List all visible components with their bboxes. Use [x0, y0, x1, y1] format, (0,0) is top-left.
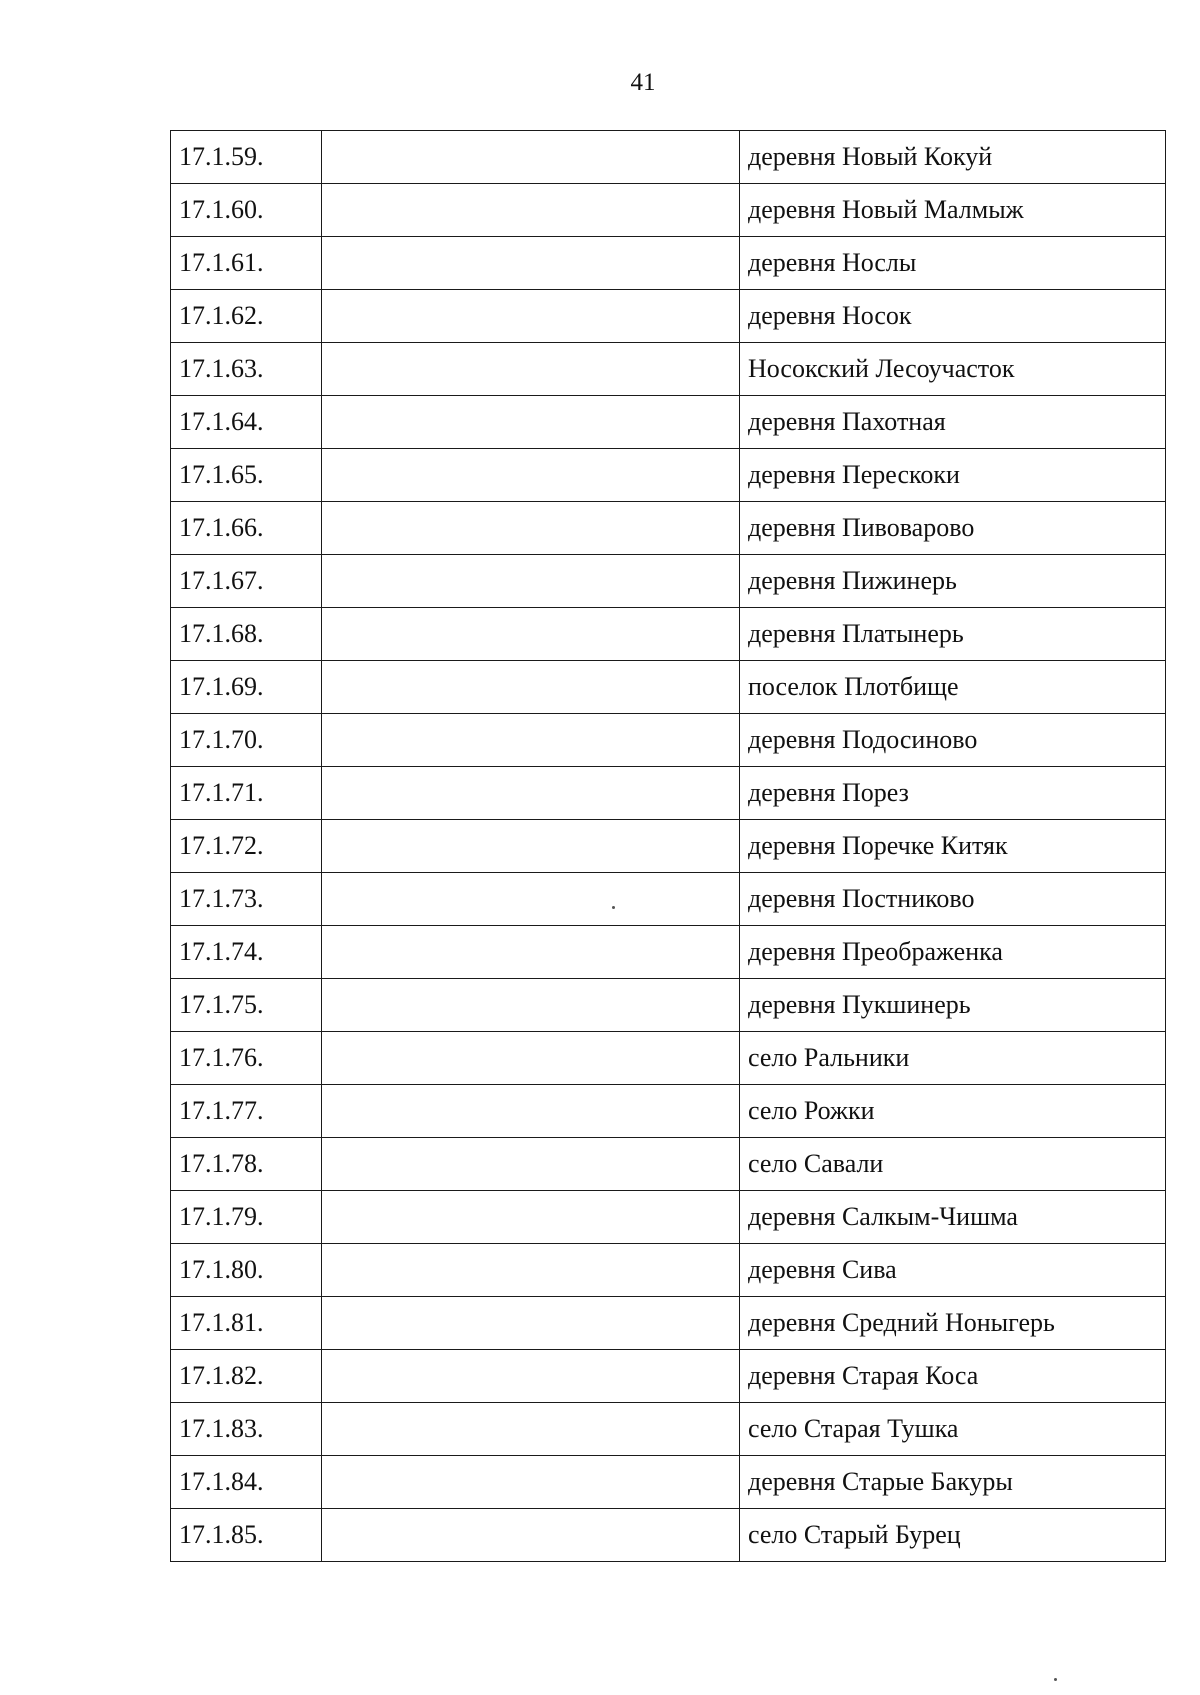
table-body [171, 131, 1166, 1562]
empty-middle-cell [322, 555, 740, 608]
empty-middle-cell [322, 343, 740, 396]
empty-middle-cell [322, 1138, 740, 1191]
row-number-cell: 17.1.79. [171, 1191, 322, 1244]
scan-speck [1054, 1678, 1057, 1681]
table-row [171, 820, 1166, 873]
settlement-name-cell: деревня Платынерь [740, 608, 1166, 661]
table-row [171, 502, 1166, 555]
table-row [171, 1350, 1166, 1403]
table-row [171, 290, 1166, 343]
row-number-cell: 17.1.77. [171, 1085, 322, 1138]
empty-middle-cell [322, 926, 740, 979]
table-row [171, 1297, 1166, 1350]
settlement-name-cell: село Рожки [740, 1085, 1166, 1138]
row-number-cell: 17.1.85. [171, 1509, 322, 1562]
row-number-cell: 17.1.76. [171, 1032, 322, 1085]
table-row [171, 396, 1166, 449]
settlement-name-cell: село Савали [740, 1138, 1166, 1191]
table-row [171, 184, 1166, 237]
settlement-name-cell: деревня Старая Коса [740, 1350, 1166, 1403]
row-number-cell: 17.1.71. [171, 767, 322, 820]
empty-middle-cell [322, 714, 740, 767]
page-number: 41 [630, 69, 656, 96]
settlement-name-cell: село Ральники [740, 1032, 1166, 1085]
empty-middle-cell [322, 1244, 740, 1297]
settlement-name-cell: деревня Нослы [740, 237, 1166, 290]
empty-middle-cell [322, 1191, 740, 1244]
empty-middle-cell [322, 820, 740, 873]
row-number-cell: 17.1.69. [171, 661, 322, 714]
settlement-name-cell: деревня Сива [740, 1244, 1166, 1297]
table-row [171, 1403, 1166, 1456]
table-row [171, 1191, 1166, 1244]
row-number-cell: 17.1.67. [171, 555, 322, 608]
table-row [171, 343, 1166, 396]
settlement-name-cell: деревня Подосиново [740, 714, 1166, 767]
row-number-cell: 17.1.64. [171, 396, 322, 449]
table-row [171, 926, 1166, 979]
settlements-table [170, 130, 1166, 1562]
table-row [171, 979, 1166, 1032]
empty-middle-cell [322, 1297, 740, 1350]
empty-middle-cell [322, 1509, 740, 1562]
table-row [171, 767, 1166, 820]
settlement-name-cell: деревня Поречке Китяк [740, 820, 1166, 873]
empty-middle-cell [322, 608, 740, 661]
settlement-name-cell: деревня Преображенка [740, 926, 1166, 979]
table-row [171, 661, 1166, 714]
settlement-name-cell: деревня Перескоки [740, 449, 1166, 502]
empty-middle-cell [322, 131, 740, 184]
empty-middle-cell [322, 1350, 740, 1403]
settlements-table-wrap [170, 130, 1114, 1562]
row-number-cell: 17.1.61. [171, 237, 322, 290]
row-number-cell: 17.1.75. [171, 979, 322, 1032]
table-row [171, 1085, 1166, 1138]
row-number-cell: 17.1.78. [171, 1138, 322, 1191]
table-row [171, 1032, 1166, 1085]
table-row [171, 131, 1166, 184]
table-row [171, 1509, 1166, 1562]
row-number-cell: 17.1.65. [171, 449, 322, 502]
settlement-name-cell: деревня Новый Малмыж [740, 184, 1166, 237]
settlement-name-cell: деревня Новый Кокуй [740, 131, 1166, 184]
scan-speck [612, 906, 615, 909]
settlement-name-cell: деревня Старые Бакуры [740, 1456, 1166, 1509]
table-row [171, 714, 1166, 767]
empty-middle-cell [322, 661, 740, 714]
table-row [171, 873, 1166, 926]
empty-middle-cell [322, 979, 740, 1032]
row-number-cell: 17.1.62. [171, 290, 322, 343]
row-number-cell: 17.1.81. [171, 1297, 322, 1350]
row-number-cell: 17.1.63. [171, 343, 322, 396]
row-number-cell: 17.1.59. [171, 131, 322, 184]
empty-middle-cell [322, 237, 740, 290]
settlement-name-cell: деревня Пивоварово [740, 502, 1166, 555]
settlement-name-cell: Носокский Лесоучасток [740, 343, 1166, 396]
row-number-cell: 17.1.82. [171, 1350, 322, 1403]
row-number-cell: 17.1.80. [171, 1244, 322, 1297]
settlement-name-cell: деревня Пахотная [740, 396, 1166, 449]
table-row [171, 1138, 1166, 1191]
table-row [171, 449, 1166, 502]
row-number-cell: 17.1.72. [171, 820, 322, 873]
settlement-name-cell: деревня Пижинерь [740, 555, 1166, 608]
table-row [171, 1244, 1166, 1297]
empty-middle-cell [322, 502, 740, 555]
table-row [171, 237, 1166, 290]
settlement-name-cell: деревня Пукшинерь [740, 979, 1166, 1032]
settlement-name-cell: деревня Порез [740, 767, 1166, 820]
empty-middle-cell [322, 184, 740, 237]
settlement-name-cell: деревня Постниково [740, 873, 1166, 926]
empty-middle-cell [322, 1456, 740, 1509]
row-number-cell: 17.1.60. [171, 184, 322, 237]
empty-middle-cell [322, 396, 740, 449]
settlement-name-cell: деревня Средний Ноныгерь [740, 1297, 1166, 1350]
empty-middle-cell [322, 1403, 740, 1456]
empty-middle-cell [322, 290, 740, 343]
table-row [171, 1456, 1166, 1509]
table-row [171, 555, 1166, 608]
row-number-cell: 17.1.73. [171, 873, 322, 926]
empty-middle-cell [322, 767, 740, 820]
row-number-cell: 17.1.70. [171, 714, 322, 767]
table-row [171, 608, 1166, 661]
row-number-cell: 17.1.74. [171, 926, 322, 979]
settlement-name-cell: село Старый Бурец [740, 1509, 1166, 1562]
empty-middle-cell [322, 449, 740, 502]
settlement-name-cell: деревня Салкым-Чишма [740, 1191, 1166, 1244]
row-number-cell: 17.1.66. [171, 502, 322, 555]
empty-middle-cell [322, 1032, 740, 1085]
empty-middle-cell [322, 1085, 740, 1138]
row-number-cell: 17.1.83. [171, 1403, 322, 1456]
settlement-name-cell: село Старая Тушка [740, 1403, 1166, 1456]
settlement-name-cell: деревня Носок [740, 290, 1166, 343]
empty-middle-cell [322, 873, 740, 926]
settlement-name-cell: поселок Плотбище [740, 661, 1166, 714]
row-number-cell: 17.1.84. [171, 1456, 322, 1509]
row-number-cell: 17.1.68. [171, 608, 322, 661]
